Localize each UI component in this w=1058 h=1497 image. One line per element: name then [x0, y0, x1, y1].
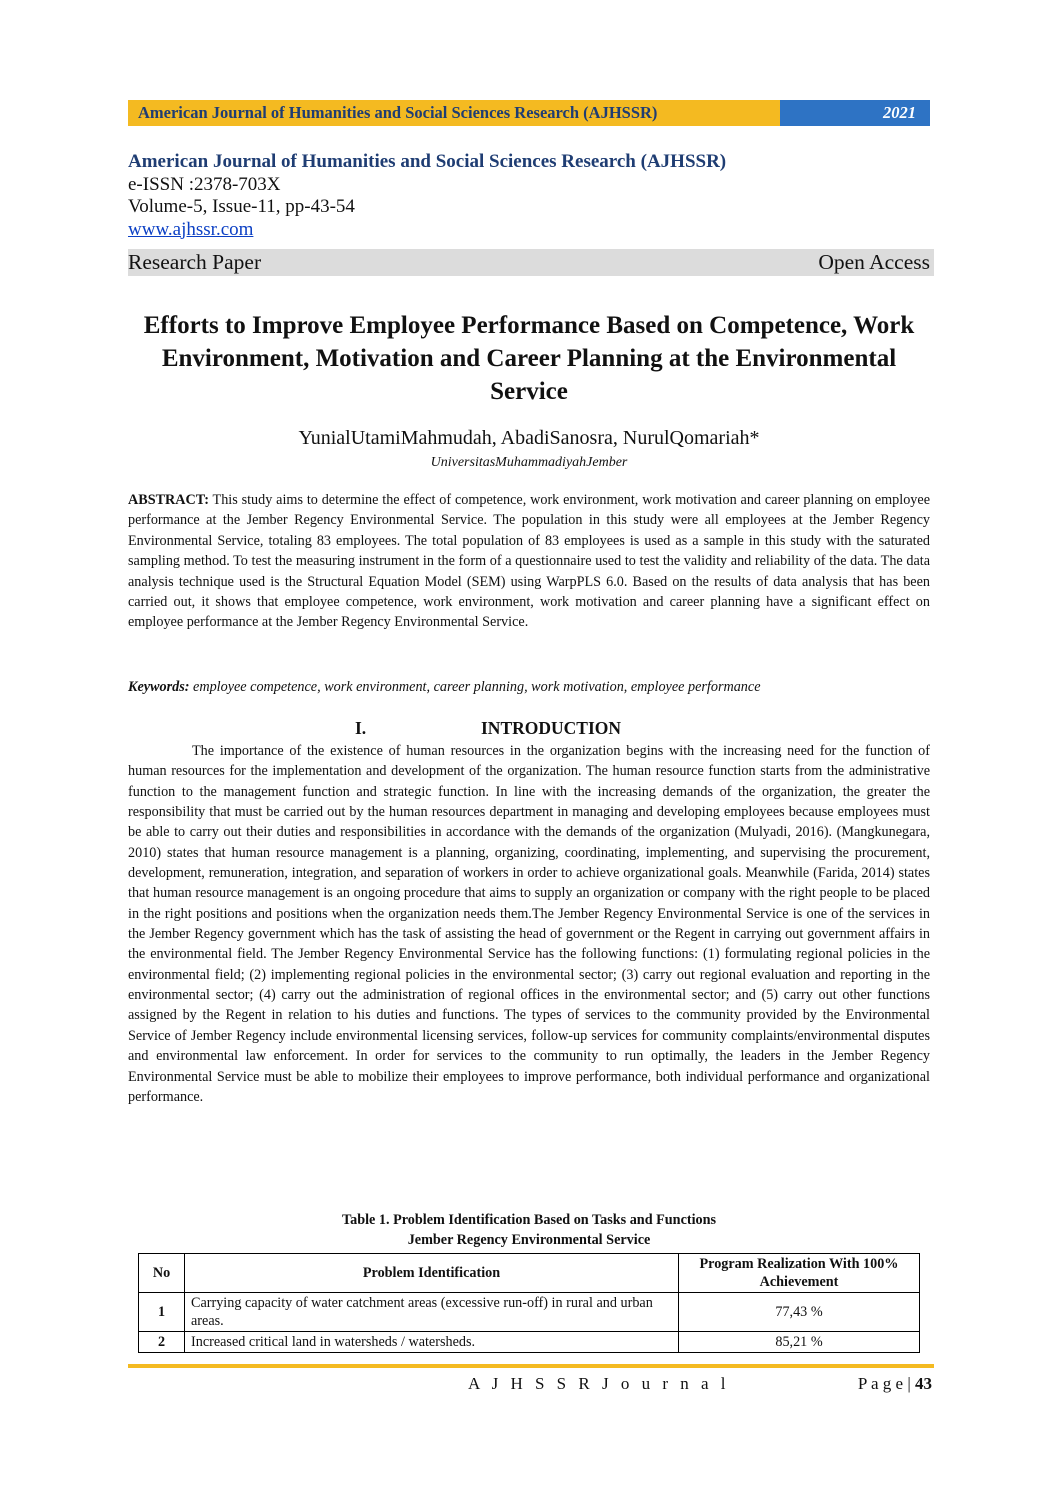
keywords-label: Keywords:	[128, 679, 190, 695]
banner-year: 2021	[780, 100, 930, 126]
keywords	[128, 679, 930, 696]
volume-info: Volume-5, Issue-11, pp-43-54	[128, 196, 355, 217]
footer-rule	[128, 1364, 934, 1368]
abstract-label: ABSTRACT:	[128, 492, 209, 508]
section-title: INTRODUCTION	[481, 718, 622, 738]
table-caption: Table 1. Problem Identification Based on Tasks and Functions	[341, 1212, 717, 1228]
row-value: 77,43 %	[679, 1293, 920, 1332]
page-label: P a g e |	[857, 1374, 911, 1393]
affiliation: UniversitasMuhammadiyahJember	[430, 455, 628, 470]
row-number: 1	[139, 1293, 185, 1332]
problem-table	[138, 1253, 920, 1353]
row-number: 2	[139, 1332, 185, 1353]
journal-name: American Journal of Humanities and Social Sciences Research (AJHSSR)	[128, 151, 727, 172]
introduction-body: The importance of the existence of human resources in the organization begins with the increasing need for the function of human resources for the implementation and development of the organization. The human resource function starts from the administrative function to the management function and strategic function. In line with the increasing demands of the organization, the greater the responsibility that must be carried out by the human resources department in managing and developing employees because employees must be able to carry out their duties and responsibilities in accordance with the demands of the organization (Mulyadi, 2016). (Mangkunegara, 2010) states that human resource management is a planning, organizing, coordinating, implementing, and supervising the procurement, development, remuneration, integration, and separation of workers in order to achieve organizational goals. Meanwhile (Farida, 2014) states that human resource management is an ongoing procedure that aims to supply an organization or company with the right people to be placed in the right positions and positions when the organization needs them.The Jember Regency Environmental Service is one of the services in the Jember Regency government which has the task of assisting the head of government or the Regent in carrying out government affairs in the environmental field. The Jember Regency Environmental Service has the following functions: (1) formulating regional policies in the environmental field; (2) implementing regional policies in the environmental sector; (3) carry out regional evaluation and reporting in the environmental sector; (4) carry out the administration of regional offices in the environmental sector; and (5) carry out other functions assigned by the Regent in relation to his duties and functions. The types of services to the community provided by the Environmental Service of Jember Regency include environmental licensing services, follow-up services for community complaints/environmental disputes and environmental law enforcement. In order for services to the community to run optimally, the leaders in the Jember Regency Environmental Service must be able to mobilize their employees to improve performance, both individual performance and organizational performance.	[128, 743, 930, 1105]
authors: YunialUtamiMahmudah, AbadiSanosra, NurulQomariah*	[298, 427, 760, 449]
paper-type: Research Paper	[128, 250, 262, 274]
page-footer	[128, 1374, 934, 1398]
table-header-problem: Problem Identification	[185, 1254, 679, 1293]
paper-type-bar	[128, 249, 934, 276]
access-type: Open Access	[818, 250, 930, 274]
table-row	[139, 1293, 920, 1332]
banner-journal-name: American Journal of Humanities and Social Sciences Research (AJHSSR)	[128, 100, 780, 126]
abstract	[128, 490, 930, 633]
table-header-no: No	[139, 1254, 185, 1293]
paper-title: Efforts to Improve Employee Performance Based on Competence, Work Environment, Motivation and Career Planning at the Environmental Service	[143, 312, 915, 405]
table-row	[139, 1332, 920, 1353]
footer-journal: A J H S S R J o u r n a l	[468, 1374, 730, 1393]
issn: e-ISSN :2378-703X	[128, 173, 281, 195]
table-caption-subtitle: Jember Regency Environmental Service	[407, 1232, 651, 1248]
abstract-text: This study aims to determine the effect of competence, work environment, work motivation and career planning on employee performance at the Jember Regency Environmental Service. The population in this study were all employees at the Jember Regency Environmental Service, totaling 83 employees. The total population of 83 employees is used as a sample in this study with the saturated sampling method. To test the measuring instrument in the form of a questionnaire used to test the validity and reliability of the data. The data analysis technique used is the Structural Equation Model (SEM) using WarpPLS 6.0. Based on the results of data analysis that has been carried out, it shows that employee competence, work environment, work motivation and career planning have a significant effect on employee performance at the Jember Regency Environmental Service.	[128, 492, 931, 631]
row-problem: Increased critical land in watersheds / watersheds.	[185, 1332, 679, 1353]
keywords-text: employee competence, work environment, career planning, work motivation, employee performance	[193, 679, 761, 695]
journal-banner	[128, 100, 930, 126]
footer-page	[858, 1374, 932, 1394]
publication-meta	[128, 151, 934, 241]
row-problem: Carrying capacity of water catchment areas (excessive run-off) in rural and urban areas.	[185, 1293, 679, 1332]
website-link[interactable]: www.ajhssr.com	[128, 218, 254, 240]
table-header-realization: Program Realization With 100% Achievement	[679, 1254, 920, 1293]
section-number: I.	[355, 718, 367, 738]
row-value: 85,21 %	[679, 1332, 920, 1353]
page-number: 43	[915, 1374, 932, 1393]
